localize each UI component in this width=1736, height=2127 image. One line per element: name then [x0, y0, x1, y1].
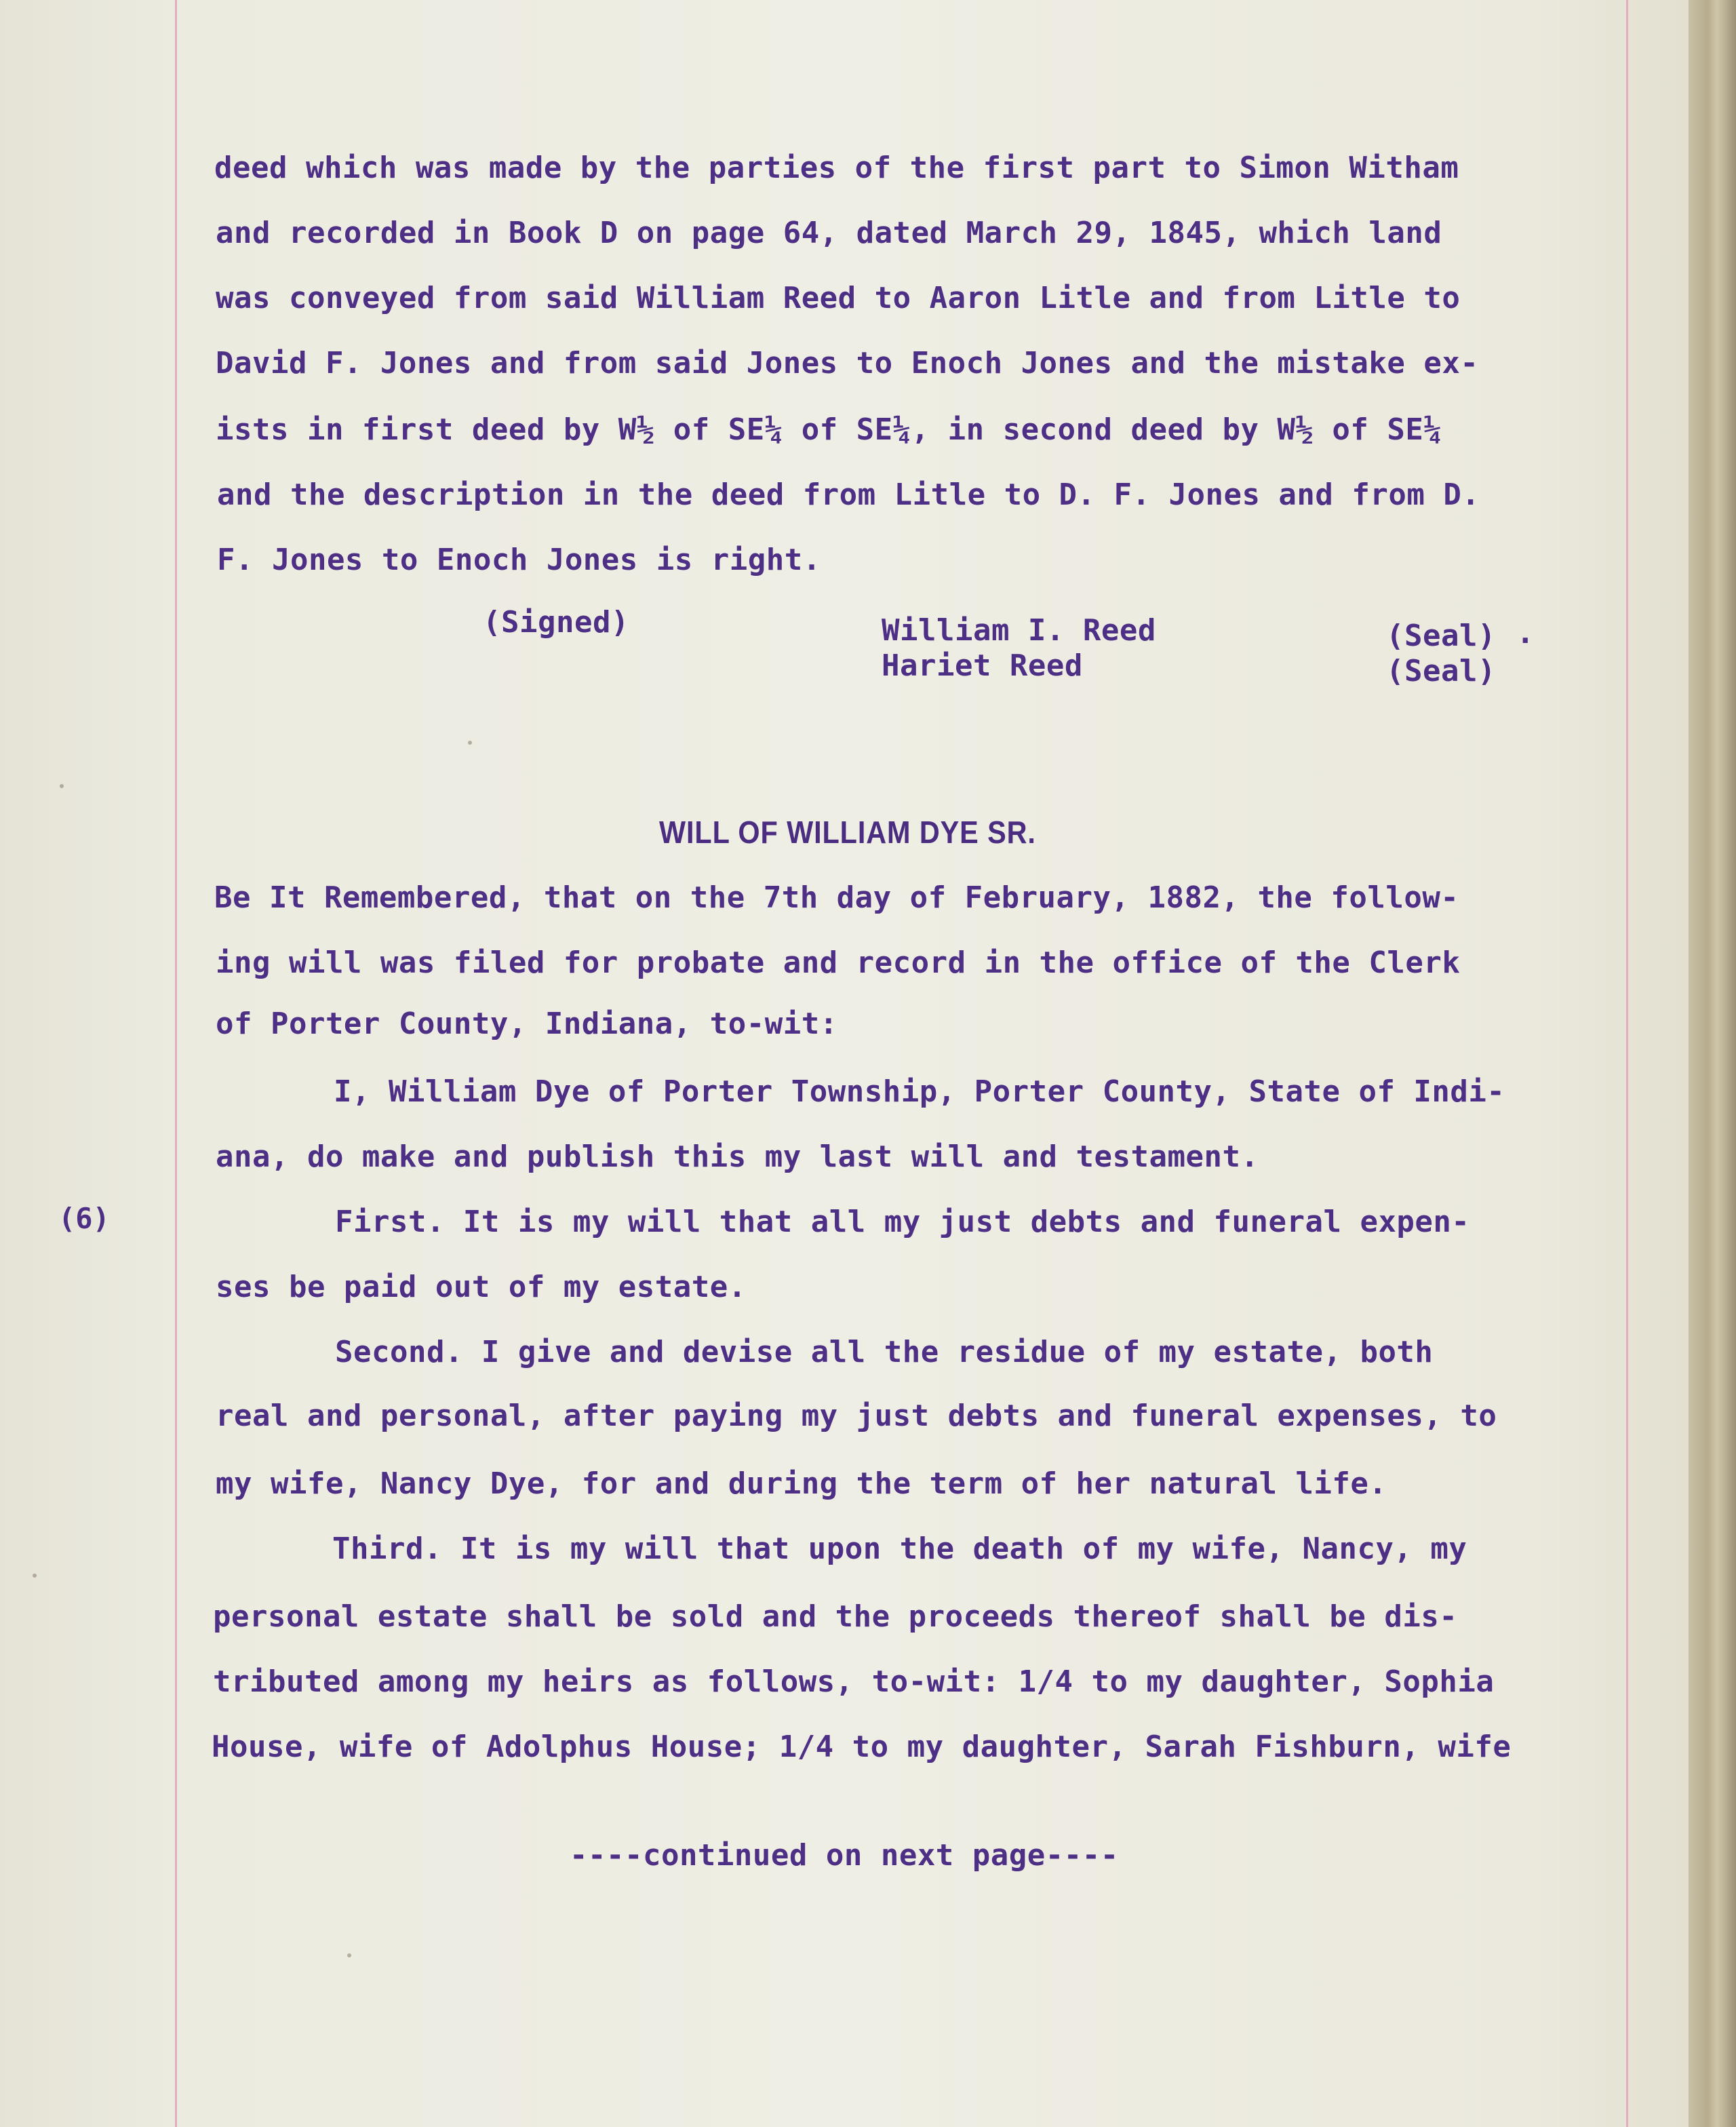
will-title: WILL OF WILLIAM DYE SR. [659, 815, 1036, 850]
continuation-note: ----continued on next page---- [570, 1838, 1119, 1873]
text-line: and recorded in Book D on page 64, dated March 29, 1845, which land [216, 216, 1442, 250]
paper-speck [347, 1953, 351, 1957]
paper-speck [60, 784, 64, 788]
right-margin-rule [1626, 0, 1628, 2127]
margin-note: (6) [58, 1202, 110, 1235]
text-line: F. Jones to Enoch Jones is right. [217, 543, 821, 577]
text-line: First. It is my will that all my just debts and funeral expen- [335, 1205, 1470, 1239]
text-line: tributed among my heirs as follows, to-wit: 1/4 to my daughter, Sophia [213, 1664, 1495, 1699]
text-line: House, wife of Adolphus House; 1/4 to my daughter, Sarah Fishburn, wife [212, 1730, 1512, 1764]
stray-mark: . [1516, 616, 1535, 650]
text-line: Be It Remembered, that on the 7th day of February, 1882, the follow- [214, 880, 1459, 915]
text-line: ing will was filed for probate and record in the office of the Clerk [216, 945, 1461, 980]
text-line: deed which was made by the parties of the first part to Simon Witham [214, 151, 1459, 185]
text-line: and the description in the deed from Litle to D. F. Jones and from D. [217, 477, 1480, 512]
seal-mark: (Seal) [1386, 619, 1496, 653]
paper-speck [468, 741, 472, 745]
text-line: I, William Dye of Porter Township, Porter County, State of Indi- [334, 1074, 1505, 1109]
text-line: ses be paid out of my estate. [216, 1270, 747, 1304]
text-line: was conveyed from said William Reed to Aaron Litle and from Litle to [216, 281, 1461, 315]
signer-name: Hariet Reed [882, 648, 1083, 683]
signer-name: William I. Reed [882, 613, 1156, 648]
text-line: my wife, Nancy Dye, for and during the term of her natural life. [216, 1466, 1387, 1501]
text-line: real and personal, after paying my just debts and funeral expenses, to [216, 1399, 1497, 1433]
page-binding-edge [1689, 0, 1736, 2127]
text-line: Third. It is my will that upon the death of my wife, Nancy, my [332, 1531, 1467, 1566]
paper-speck [33, 1574, 37, 1578]
text-line: ana, do make and publish this my last will and testament. [216, 1139, 1259, 1174]
text-line: personal estate shall be sold and the proceeds thereof shall be dis- [213, 1599, 1458, 1634]
left-margin-rule [175, 0, 177, 2127]
text-line: ists in first deed by W½ of SE¼ of SE¼, in second deed by W½ of SE¼ [216, 412, 1442, 447]
signed-label: (Signed) [483, 605, 629, 640]
text-line: David F. Jones and from said Jones to Enoch Jones and the mistake ex- [216, 346, 1479, 380]
text-line: of Porter County, Indiana, to-wit: [216, 1007, 838, 1041]
text-line: Second. I give and devise all the residue of my estate, both [335, 1335, 1434, 1369]
seal-mark: (Seal) [1386, 654, 1496, 688]
